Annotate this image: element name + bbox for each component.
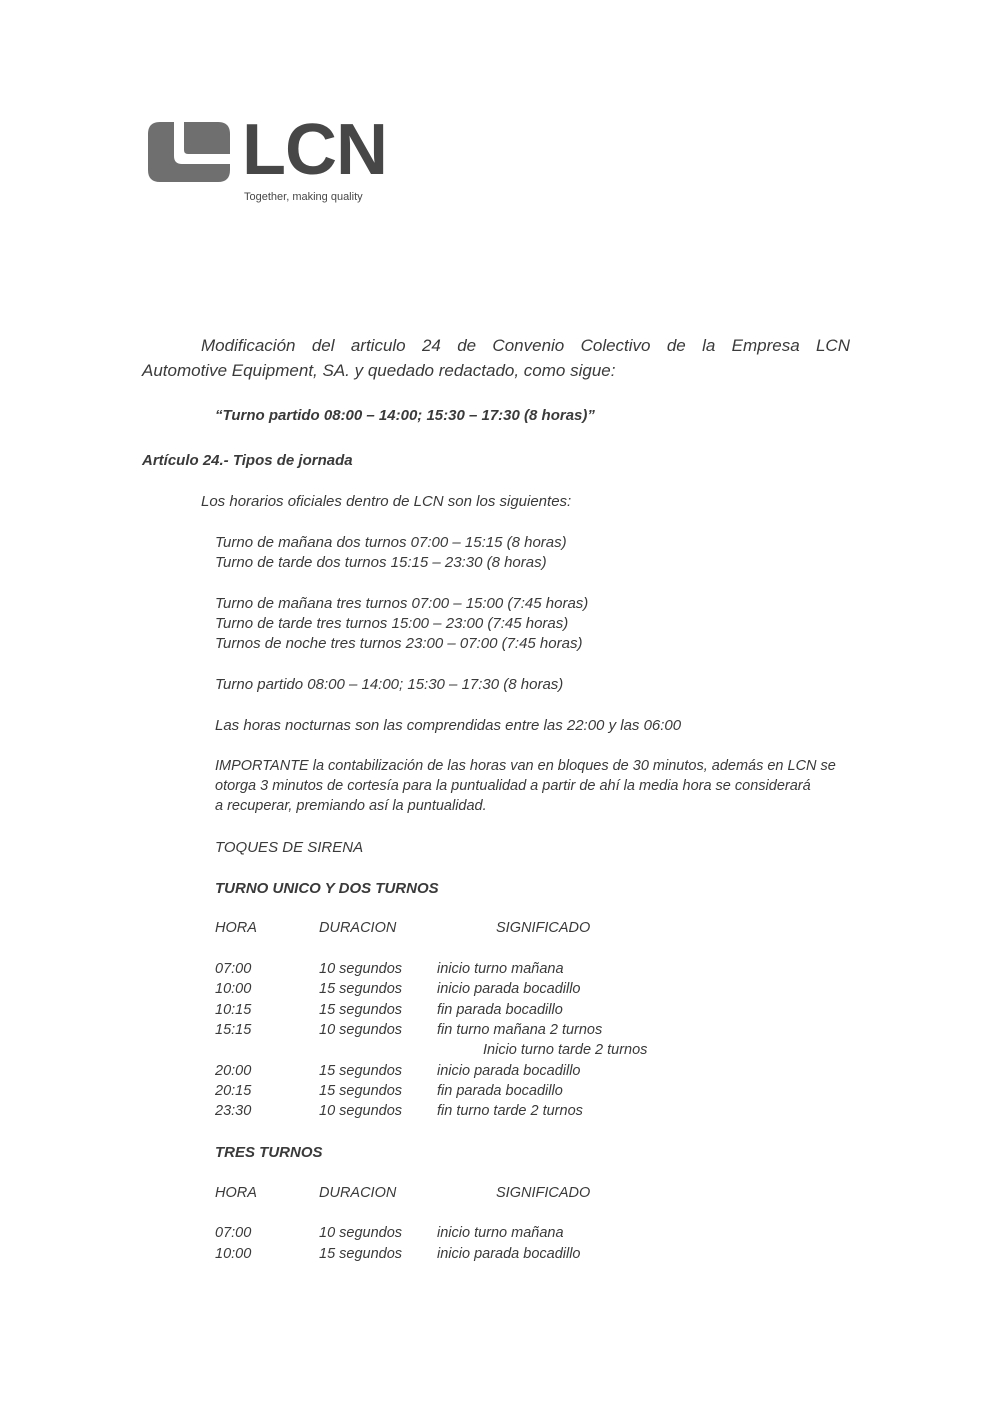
cell-hora: 10:00: [215, 981, 252, 997]
section-three-title: TRES TURNOS: [215, 1144, 323, 1161]
cell-significado: fin turno tarde 2 turnos: [437, 1103, 583, 1119]
siren-table-single: [215, 920, 855, 1130]
schedule-line: Turnos de noche tres turnos 23:00 – 07:00 (7:45 horas): [215, 635, 583, 652]
cell-significado: fin turno mañana 2 turnos: [437, 1022, 603, 1038]
intro-paragraph: [142, 333, 850, 383]
header-duracion: DURACION: [319, 1185, 397, 1201]
sirens-heading: TOQUES DE SIRENA: [215, 839, 364, 856]
important-line-1: IMPORTANTE la contabilización de las horas van en bloques de 30 minutos, además en LCN se: [215, 758, 836, 774]
header-hora: HORA: [215, 1185, 257, 1201]
cell-hora: 10:00: [215, 1246, 252, 1262]
cell-hora: 23:30: [215, 1103, 252, 1119]
schedule-line: Turno de tarde tres turnos 15:00 – 23:00 (7:45 horas): [215, 615, 569, 632]
cell-duracion: 10 segundos: [319, 1103, 403, 1119]
cell-hora: 07:00: [215, 1225, 252, 1241]
cell-significado: fin parada bocadillo: [437, 1083, 563, 1099]
header-duracion: DURACION: [319, 920, 397, 936]
logo-mark-icon: [146, 120, 232, 184]
schedule-line: Turno de tarde dos turnos 15:15 – 23:30 (8 horas): [215, 554, 547, 571]
intro-line-1: Modificación del articulo 24 de Convenio Colectivo de la Empresa LCN: [201, 336, 850, 355]
company-logo: [146, 110, 387, 210]
important-line-2: otorga 3 minutos de cortesía para la puntualidad a partir de ahí la media hora se considerará: [215, 778, 811, 794]
cell-significado: inicio turno mañana: [437, 961, 564, 977]
cell-duracion: 15 segundos: [319, 1083, 403, 1099]
cell-duracion: 10 segundos: [319, 1225, 403, 1241]
cell-duracion: 10 segundos: [319, 961, 403, 977]
siren-table-three: [215, 1185, 855, 1275]
split-shift-line: Turno partido 08:00 – 14:00; 15:30 – 17:30 (8 horas): [215, 676, 564, 693]
cell-significado: inicio parada bocadillo: [437, 1063, 581, 1079]
header-hora: HORA: [215, 920, 257, 936]
cell-duracion: 15 segundos: [319, 1063, 403, 1079]
cell-duracion: 15 segundos: [319, 1002, 403, 1018]
schedule-line: Turno de mañana dos turnos 07:00 – 15:15 (8 horas): [215, 534, 567, 551]
cell-significado: fin parada bocadillo: [437, 1002, 563, 1018]
logo-wordmark: LCN: [242, 110, 387, 190]
important-line-3: a recuperar, premiando así la puntualidad.: [215, 798, 487, 814]
article-heading: Artículo 24.- Tipos de jornada: [142, 452, 353, 469]
cell-hora: 07:00: [215, 961, 252, 977]
cell-hora: 15:15: [215, 1022, 252, 1038]
official-schedules-intro: Los horarios oficiales dentro de LCN son los siguientes:: [201, 493, 572, 510]
cell-hora: 20:15: [215, 1083, 252, 1099]
cell-significado: inicio parada bocadillo: [437, 1246, 581, 1262]
section-single-title: TURNO UNICO Y DOS TURNOS: [215, 880, 439, 897]
schedule-line: Turno de mañana tres turnos 07:00 – 15:00 (7:45 horas): [215, 595, 589, 612]
cell-duracion: 15 segundos: [319, 1246, 403, 1262]
cell-hora: 10:15: [215, 1002, 252, 1018]
night-hours-line: Las horas nocturnas son las comprendidas entre las 22:00 y las 06:00: [215, 717, 682, 734]
cell-duracion: 15 segundos: [319, 981, 403, 997]
amended-quote: “Turno partido 08:00 – 14:00; 15:30 – 17:30 (8 horas)”: [215, 407, 595, 424]
cell-significado: inicio parada bocadillo: [437, 981, 581, 997]
header-significado: SIGNIFICADO: [496, 1185, 591, 1201]
cell-significado: Inicio turno tarde 2 turnos: [483, 1042, 648, 1058]
cell-duracion: 10 segundos: [319, 1022, 403, 1038]
intro-line-2: Automotive Equipment, SA. y quedado redactado, como sigue:: [142, 361, 616, 380]
cell-hora: 20:00: [215, 1063, 252, 1079]
cell-significado: inicio turno mañana: [437, 1225, 564, 1241]
header-significado: SIGNIFICADO: [496, 920, 591, 936]
logo-tagline: Together, making quality: [244, 191, 363, 203]
